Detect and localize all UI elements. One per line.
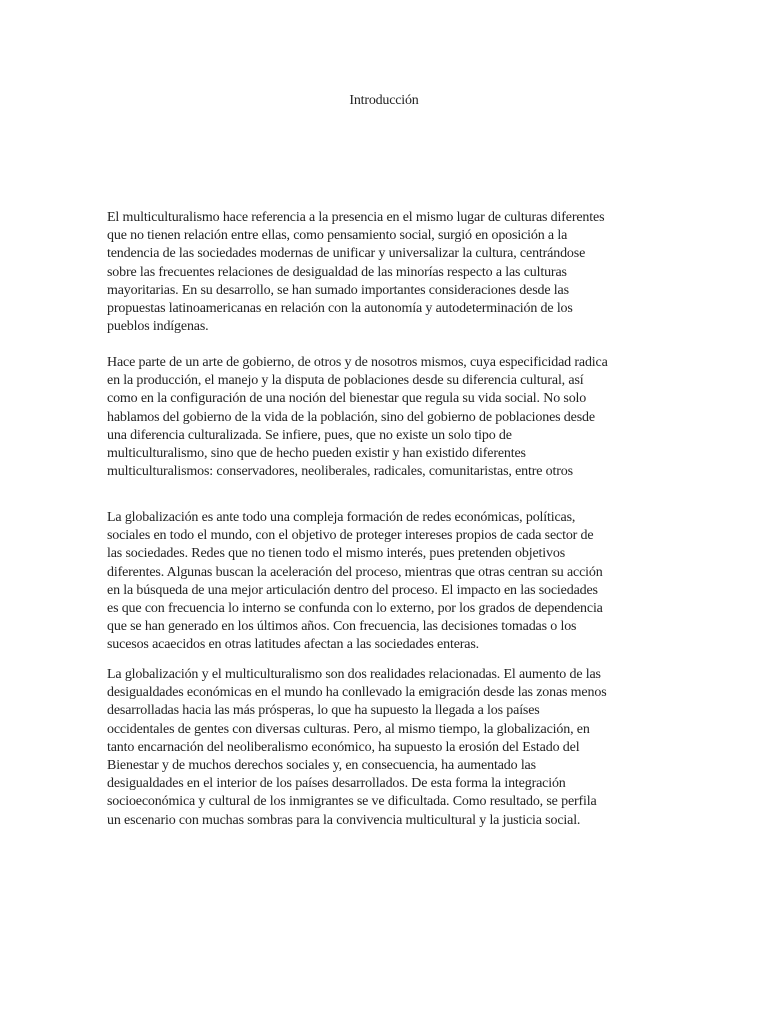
paragraph-1: El multiculturalismo hace referencia a la presencia en el mismo lugar de culturas diferentes que no tienen relación entre ellas, como pensamiento social, surgió en oposición a la tendencia de las sociedades modernas de unificar y universalizar la cultura, centrándose sobre las frecuentes relaciones de desigualdad de las minorías respecto a las culturas mayoritarias. En su desarrollo, se han sumado importantes consideraciones desde las propuestas latinoamericanas en relación con la autonomía y autodeterminación de los pueblos indígenas.: [107, 210, 605, 335]
paragraph-3: La globalización es ante todo una compleja formación de redes económicas, políticas, sociales en todo el mundo, con el objetivo de proteger intereses propios de cada sector de las sociedades. Redes que no tienen todo el mismo interés, pues pretenden objetivos diferentes. Algunas buscan la aceleración del proceso, mientras que otras centran su acción en la búsqueda de una mejor articulación dentro del proceso. El impacto en las sociedades es que con frecuencia lo interno se confunda con lo externo, por los grados de dependencia que se han generado en los últimos años. Con frecuencia, las decisiones tomadas o los sucesos acaecidos en otras latitudes afectan a las sociedades enteras.: [107, 510, 603, 653]
paragraph-4: La globalización y el multiculturalismo son dos realidades relacionadas. El aumento de las desigualdades económicas en el mundo ha conllevado la emigración desde las zonas menos desarrolladas hacia las más prósperas, lo que ha supuesto la llegada a los países occidentales de gentes con diversas culturas. Pero, al mismo tiempo, la globalización, en tanto encarnación del neoliberalismo económico, ha supuesto la erosión del Estado del Bienestar y de muchos derechos sociales y, en consecuencia, ha aumentado las desigualdades en el interior de los países desarrollados. De esta forma la integración socioeconómica y cultural de los inmigrantes se ve dificultada. Como resultado, se perfila un escenario con muchas sombras para la convivencia multicultural y la justicia social.: [107, 667, 607, 828]
paragraph-2: Hace parte de un arte de gobierno, de otros y de nosotros mismos, cuya especificidad radica en la producción, el manejo y la disputa de poblaciones desde su diferencia cultural, así como en la configuración de una noción del bienestar que regula su vida social. No solo hablamos del gobierno de la vida de la población, sino del gobierno de poblaciones desde una diferencia culturalizada. Se infiere, pues, que no existe un solo tipo de multiculturalismo, sino que de hecho pueden existir y han existido diferentes multiculturalismos: conservadores, neoliberales, radicales, comunitaristas, entre otros: [107, 355, 608, 480]
page-title: Introducción: [349, 93, 419, 108]
